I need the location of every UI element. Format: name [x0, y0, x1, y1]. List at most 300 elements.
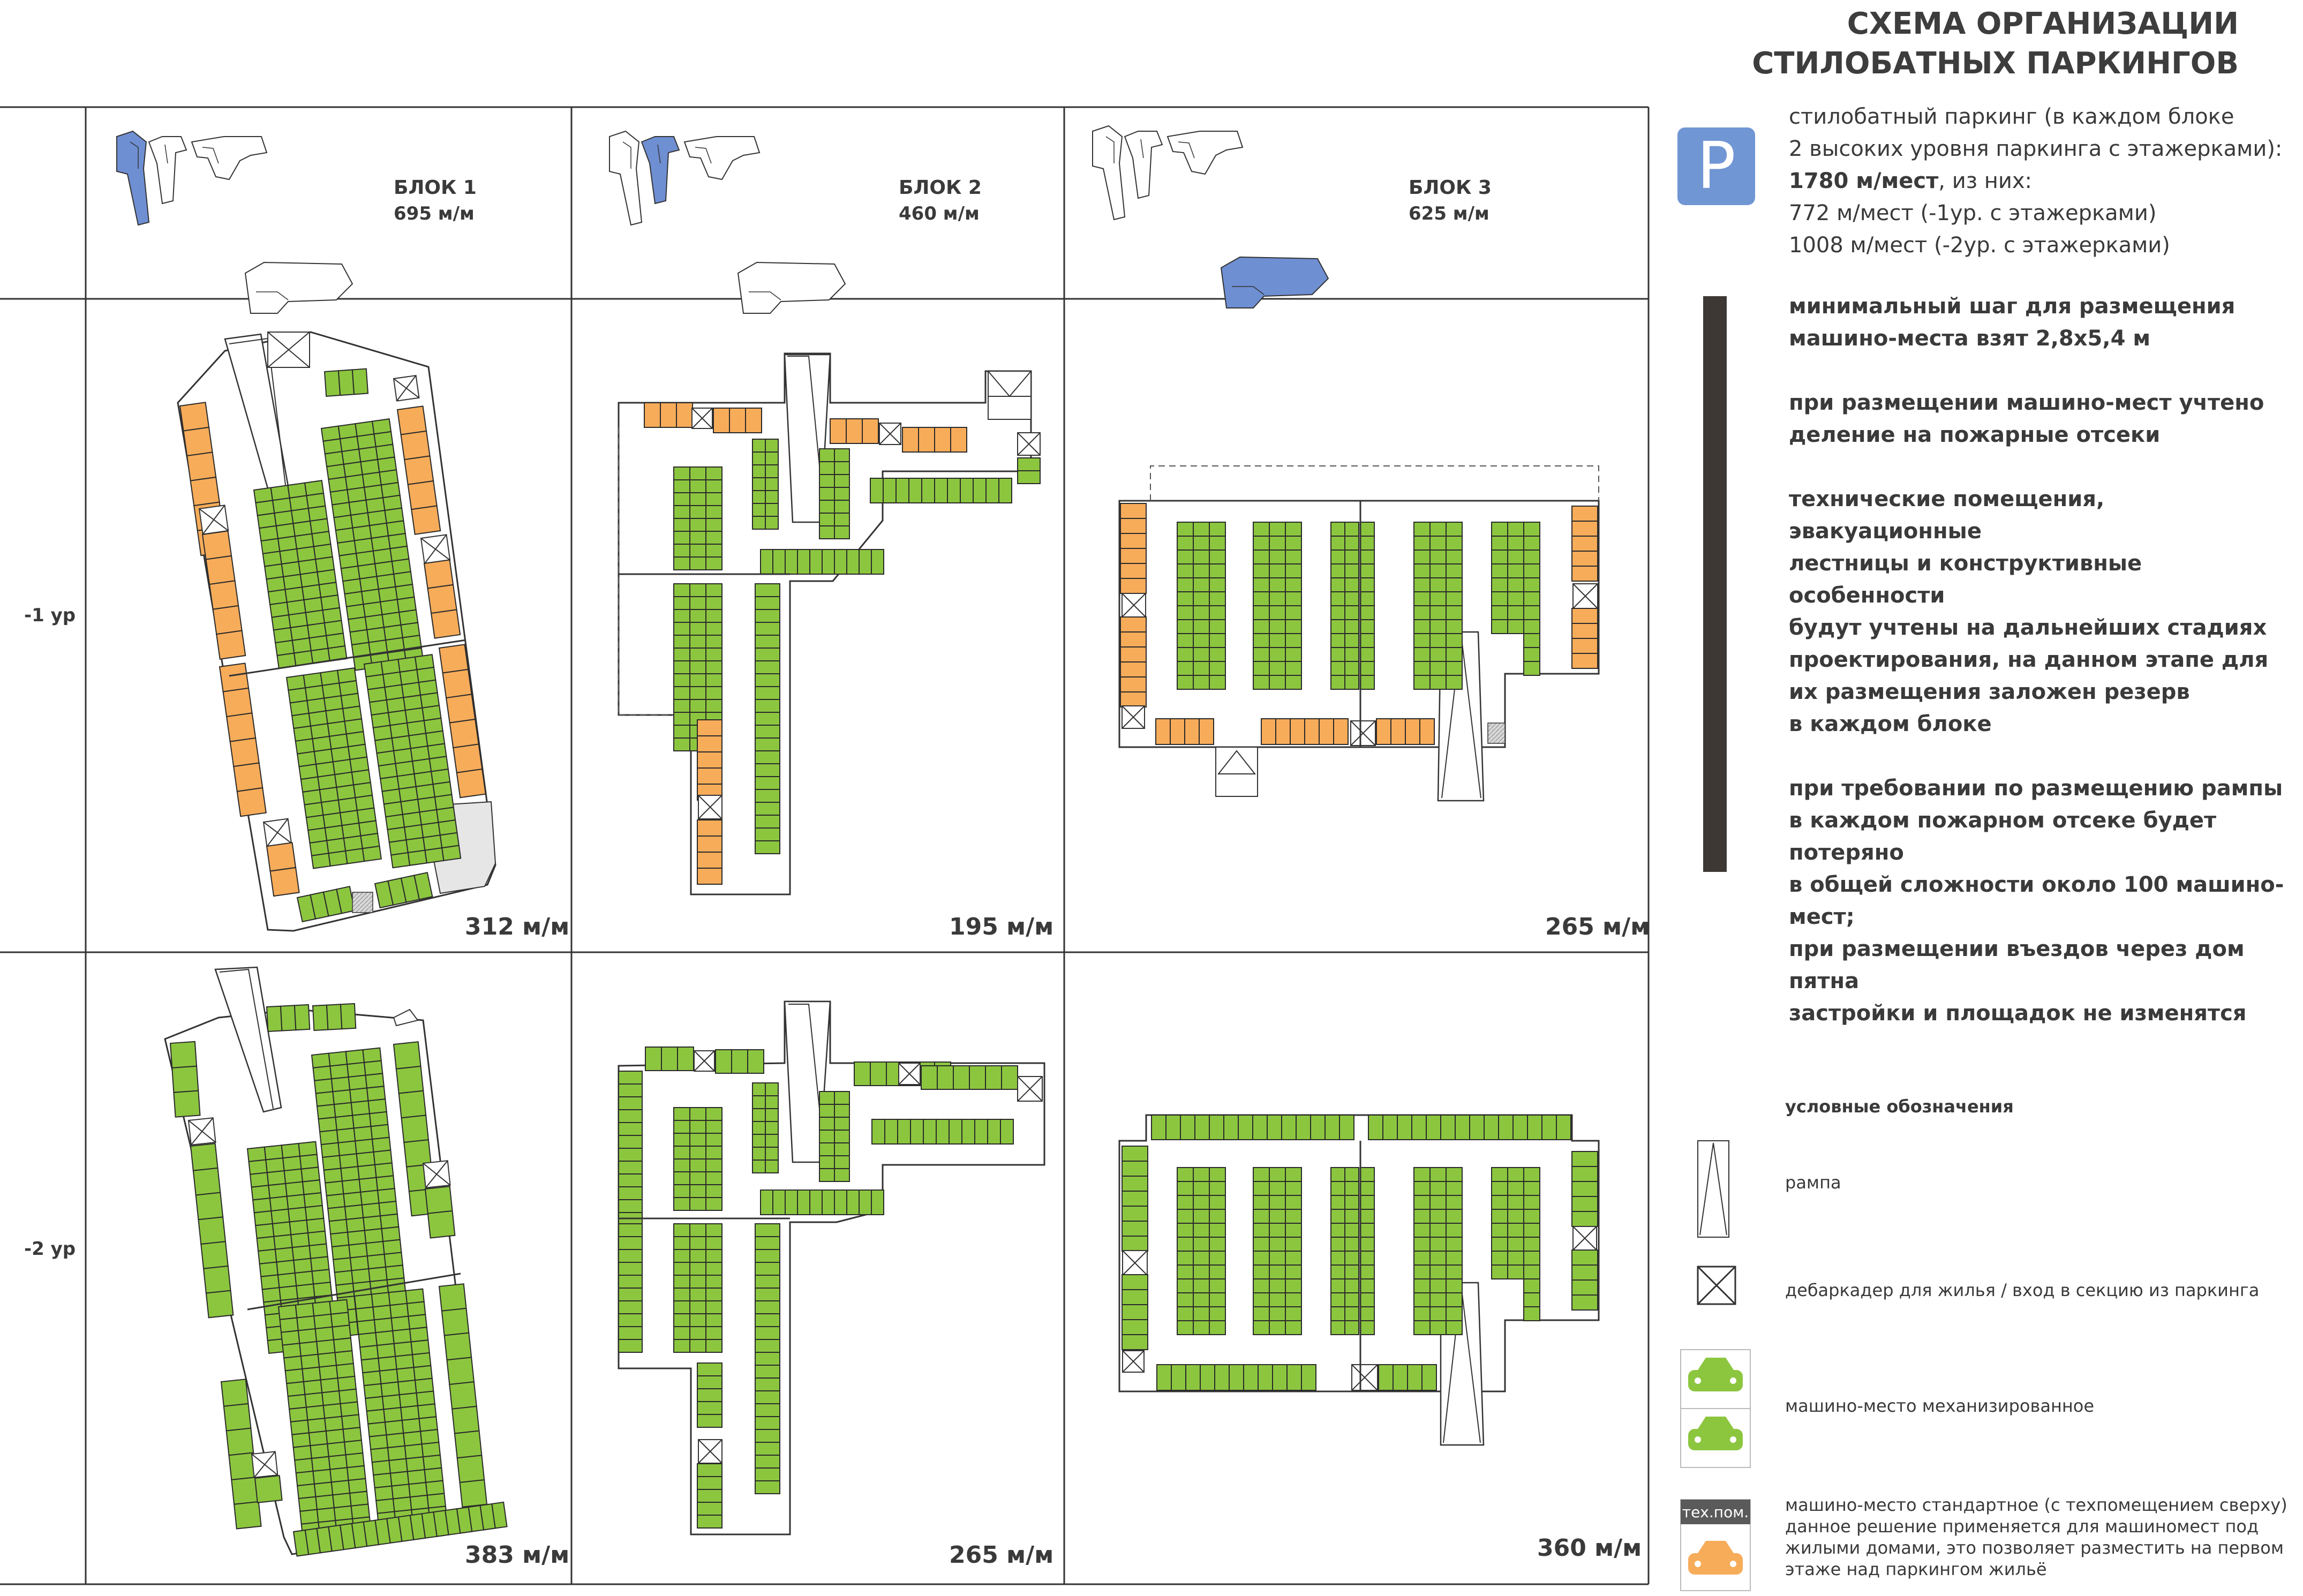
parking-space [283, 1156, 301, 1171]
parking-space [1441, 1115, 1455, 1140]
parking-space [674, 597, 690, 609]
orange-strip [1572, 506, 1598, 581]
parking-space [854, 1062, 870, 1086]
parking-space [1209, 1181, 1225, 1195]
green-strip [325, 369, 368, 396]
parking-space [765, 452, 778, 465]
parking-space [422, 1442, 440, 1457]
parking-space [1360, 592, 1374, 606]
parking-space [1193, 634, 1209, 648]
parking-space [405, 1444, 423, 1458]
parking-space [674, 1146, 690, 1159]
parking-space [1269, 1293, 1285, 1307]
parking-space [363, 1216, 381, 1230]
legend-ramp-label: рампа [1785, 1172, 1841, 1193]
parking-space [382, 1227, 400, 1241]
dock-icon [1573, 584, 1598, 608]
parking-space [1414, 1223, 1430, 1237]
parking-space [1430, 536, 1446, 550]
parking-space [690, 1339, 706, 1352]
parking-space [1542, 1115, 1556, 1140]
parking-space [690, 1224, 706, 1237]
parking-space [752, 1147, 765, 1160]
parking-space [755, 738, 780, 751]
parking-space [1269, 522, 1285, 536]
parking-space [1446, 522, 1462, 536]
parking-space [460, 1480, 487, 1507]
parking-space [1426, 1115, 1441, 1140]
parking-space [1209, 1115, 1224, 1140]
parking-space [1209, 1168, 1225, 1181]
parking-space [674, 622, 690, 635]
parking-space [268, 1184, 287, 1198]
parking-space [399, 1091, 426, 1118]
parking-space [752, 465, 765, 478]
parking-space [1492, 1223, 1508, 1237]
green-strip [619, 1224, 642, 1352]
parking-space [922, 478, 935, 503]
parking-space [1180, 1115, 1195, 1140]
orange-strip [713, 408, 762, 433]
parking-space [1430, 1195, 1446, 1209]
parking-space [191, 1143, 218, 1171]
parking-space [457, 1455, 485, 1482]
parking-space [249, 1160, 267, 1175]
parking-space [1253, 661, 1269, 675]
parking-space [285, 1182, 304, 1196]
parking-space [216, 630, 245, 659]
parking-space [378, 1188, 396, 1203]
parking-space [674, 518, 690, 531]
parking-space [354, 1126, 372, 1141]
parking-space [690, 1288, 706, 1301]
parking-space [1414, 1307, 1430, 1321]
parking-space [1195, 1115, 1209, 1140]
parking-space [919, 427, 935, 452]
parking-space [380, 1369, 398, 1384]
dock-icon [1122, 593, 1146, 617]
parking-space [386, 1265, 404, 1279]
parking-space [697, 820, 722, 836]
green-strip [1379, 1365, 1436, 1390]
parking-space [408, 850, 427, 865]
parking-space [439, 644, 468, 673]
parking-space [1238, 1115, 1253, 1140]
parking-space [706, 1198, 722, 1210]
parking-space [619, 1301, 642, 1314]
parking-space [1430, 1265, 1446, 1279]
parking-space [697, 768, 722, 784]
parking-space [1285, 1209, 1301, 1223]
parking-space [306, 1405, 325, 1420]
parking-space [1492, 1251, 1508, 1265]
parking-space [1177, 564, 1193, 578]
parking-space [1269, 620, 1285, 634]
parking-space [298, 1329, 317, 1343]
parking-space [834, 526, 849, 539]
parking-block [1177, 1168, 1225, 1335]
parking-space [1414, 578, 1430, 592]
parking-block [819, 449, 849, 539]
parking-space [1360, 1293, 1374, 1307]
parking-space [834, 1091, 849, 1104]
parking-space [304, 1193, 322, 1207]
parking-space [385, 1253, 403, 1267]
parking-space [1414, 620, 1430, 634]
parking-space [298, 1142, 317, 1156]
parking-space [204, 1266, 231, 1293]
parking-space [314, 1482, 333, 1496]
parking-space [755, 1378, 780, 1391]
parking-space [1209, 592, 1225, 606]
parking-space [1285, 1223, 1301, 1237]
parking-space [362, 1358, 380, 1373]
parking-space [312, 1269, 330, 1284]
parking-space [414, 1366, 432, 1380]
parking-space [1193, 522, 1209, 536]
parking-space [1572, 1181, 1598, 1196]
parking-space [1186, 1365, 1200, 1390]
parking-space [247, 1147, 266, 1162]
parking-space [309, 1431, 327, 1446]
parking-space [822, 549, 834, 574]
parking-space [411, 506, 440, 534]
parking-space [304, 1380, 322, 1395]
parking-space [373, 1305, 391, 1320]
parking-space [1253, 1307, 1269, 1321]
parking-space [706, 506, 722, 518]
parking-space [936, 1119, 949, 1144]
parking-space [1269, 1209, 1285, 1223]
parking-space [1193, 592, 1209, 606]
parking-space [1331, 578, 1345, 592]
parking-space [1345, 1265, 1359, 1279]
parking-space [1492, 1181, 1508, 1195]
hatched-room [1488, 723, 1505, 743]
parking-block [674, 467, 722, 570]
parking-space [706, 687, 722, 699]
parking-space [690, 506, 706, 518]
parking-space [706, 1314, 722, 1327]
parking-space [765, 439, 778, 452]
parking-space [765, 478, 778, 491]
green-strip [697, 1464, 722, 1528]
parking-space [755, 1275, 780, 1288]
parking-space [372, 1292, 390, 1307]
parking-space [1331, 1237, 1345, 1251]
parking-space [1209, 1279, 1225, 1293]
parking-space [1269, 1223, 1285, 1237]
parking-space [1285, 536, 1301, 550]
parking-space [1360, 606, 1374, 620]
orange-strip [397, 406, 440, 534]
parking-space [706, 1108, 722, 1120]
parking-space [834, 1143, 849, 1156]
parking-space [1446, 1168, 1462, 1181]
parking-space [350, 1492, 368, 1506]
parking-space [1360, 634, 1374, 648]
parking-space [697, 1515, 722, 1528]
parking-space [1253, 550, 1269, 564]
dock-icon [1122, 706, 1145, 728]
parking-space [1430, 634, 1446, 648]
parking-space [342, 1414, 360, 1429]
parking-space [785, 1190, 797, 1215]
parking-space [320, 1130, 338, 1145]
parking-space [1209, 564, 1225, 578]
parking-space [350, 1256, 368, 1270]
parking-space [1177, 620, 1193, 634]
parking-space [227, 1428, 254, 1456]
parking-space [690, 1275, 706, 1288]
ramp-icon [1698, 1141, 1729, 1237]
parking-space [363, 846, 381, 861]
parking-space [1430, 522, 1446, 536]
parking-space [674, 635, 690, 648]
parking-space [201, 1241, 228, 1269]
parking-space [1430, 1223, 1446, 1237]
parking-space [1193, 1168, 1209, 1181]
parking-space [1209, 634, 1225, 648]
parking-space [909, 478, 922, 503]
summary-line-1: стилобатный паркинг (в каждом блоке [1789, 104, 2234, 129]
parking-space [439, 1284, 466, 1311]
parking-block [1492, 522, 1540, 634]
parking-space [765, 1083, 778, 1096]
parking-space [410, 1495, 428, 1510]
parking-space [1492, 1168, 1508, 1181]
parking-space [1122, 1146, 1148, 1161]
parking-space [299, 1497, 317, 1511]
parking-space [280, 1318, 298, 1332]
parking-space [674, 480, 690, 493]
parking-space [1345, 550, 1359, 564]
parking-space [819, 487, 834, 500]
parking-space [285, 1369, 304, 1383]
key-plan-building [642, 137, 679, 204]
parking-space [191, 477, 220, 506]
note-3-line: их размещения заложен резерв [1789, 680, 2190, 704]
parking-space [706, 1133, 722, 1146]
parking-space [312, 853, 330, 868]
parking-space [1193, 675, 1209, 689]
parking-space [341, 1004, 356, 1029]
plan-b1-l1 [178, 332, 495, 931]
parking-space [883, 478, 896, 503]
parking-space [1269, 536, 1285, 550]
parking-space [1508, 1251, 1524, 1265]
parking-space [329, 1051, 347, 1066]
orange-strip [902, 427, 967, 452]
parking-space [921, 1066, 937, 1089]
parking-space [1122, 1191, 1148, 1206]
parking-space [425, 1468, 443, 1482]
parking-space [276, 1260, 295, 1275]
orange-strip [202, 531, 245, 659]
note-4-line: застройки и площадок не изменятся [1789, 1001, 2247, 1026]
orange-strip [1120, 503, 1146, 593]
parking-space [834, 1190, 847, 1215]
parking-space [360, 1191, 379, 1205]
dock-icon [421, 534, 450, 563]
parking-space [1177, 592, 1193, 606]
parking-space [297, 1484, 315, 1499]
parking-space [374, 1150, 392, 1165]
parking-space [428, 1211, 455, 1238]
parking-space [1492, 1209, 1508, 1223]
parking-space [765, 491, 778, 503]
parking-space [1508, 1223, 1524, 1237]
parking-space [336, 1364, 355, 1378]
parking-space [1508, 1209, 1524, 1223]
parking-space [674, 1224, 690, 1237]
parking-space [234, 1502, 261, 1529]
parking-space [206, 556, 235, 584]
parking-space [187, 452, 216, 480]
parking-space [674, 584, 690, 597]
parking-space [1414, 536, 1430, 550]
parking-space [337, 1128, 355, 1143]
legend-title: условные обозначения [1785, 1096, 2014, 1117]
parking-space [1345, 536, 1359, 550]
parking-space [346, 1050, 364, 1064]
parking-space [619, 1249, 642, 1262]
parking-space [755, 841, 780, 854]
parking-block [287, 668, 381, 868]
parking-space [1334, 719, 1348, 744]
parking-space [706, 1172, 722, 1185]
parking-space [402, 1419, 420, 1433]
green-strip [697, 1363, 722, 1427]
notes-divider-bar [1703, 296, 1727, 872]
floor-plans [165, 332, 1599, 1556]
parking-space [755, 725, 780, 738]
parking-space [1177, 606, 1193, 620]
parking-space [397, 1367, 415, 1382]
count-l2-b3: 360 м/м [1537, 1534, 1642, 1562]
parking-space [281, 1005, 296, 1030]
parking-space [323, 1404, 342, 1418]
parking-space [360, 1345, 378, 1360]
parking-space [1524, 536, 1540, 550]
parking-space [419, 1417, 438, 1431]
parking-space [374, 1318, 393, 1332]
parking-space [310, 1244, 328, 1259]
parking-space [619, 1288, 642, 1301]
parking-space [328, 1207, 346, 1221]
parking-space [284, 1169, 303, 1184]
parking-space [706, 1301, 722, 1314]
parking-space [1269, 675, 1285, 689]
parking-space [834, 549, 847, 574]
parking-space [1193, 1279, 1209, 1293]
parking-space [690, 1237, 706, 1249]
parking-space [343, 1427, 362, 1442]
parking-space [697, 868, 722, 884]
parking-space [357, 1152, 375, 1166]
parking-space [368, 1422, 386, 1436]
parking-space [1209, 1265, 1225, 1279]
key-plan-building [1093, 126, 1125, 220]
parking-space [706, 1339, 722, 1352]
parking-space [348, 1230, 366, 1245]
parking-space [325, 1417, 343, 1431]
parking-space [1393, 1365, 1408, 1390]
parking-space [847, 1190, 859, 1215]
parking-space [1122, 1320, 1148, 1335]
parking-space [810, 549, 822, 574]
green-strip [1122, 1146, 1148, 1251]
parking-space [202, 531, 231, 559]
parking-space [1253, 578, 1269, 592]
parking-space [1285, 1279, 1301, 1293]
parking-space [287, 1194, 305, 1209]
parking-space [1430, 675, 1446, 689]
parking-space [674, 1185, 690, 1198]
parking-space [985, 1066, 1002, 1089]
parking-space [819, 1156, 834, 1169]
parking-space [690, 493, 706, 506]
orange-strip [1120, 617, 1146, 707]
parking-space [619, 1339, 642, 1352]
plan-b3-l1 [1119, 466, 1599, 801]
parking-space [1199, 719, 1214, 744]
key-plan [609, 131, 845, 313]
parking-space [392, 1484, 410, 1499]
parking-space [347, 1466, 365, 1480]
summary-line-4: 772 м/мест (-1ур. с этажерками) [1789, 201, 2157, 225]
parking-space [819, 513, 834, 526]
parking-space [755, 1301, 780, 1314]
parking-space [697, 1502, 722, 1515]
parking-space [332, 1245, 350, 1260]
parking-space [255, 1475, 282, 1503]
parking-space [1430, 661, 1446, 675]
parking-space [960, 478, 973, 503]
parking-space [1120, 578, 1146, 593]
parking-space [1331, 606, 1345, 620]
note-1-line: машино-места взят 2,8х5,4 м [1789, 326, 2151, 351]
parking-space [267, 1171, 285, 1185]
parking-space [1120, 548, 1146, 563]
parking-space [706, 493, 722, 506]
parking-block [1524, 634, 1540, 675]
parking-space [697, 1389, 722, 1402]
parking-space [1446, 550, 1462, 564]
parking-space [1572, 1211, 1598, 1226]
parking-space [297, 1316, 315, 1330]
parking-space [453, 744, 482, 772]
parking-space [331, 1312, 349, 1327]
parking-space [1446, 1223, 1462, 1237]
parking-space [1331, 1251, 1345, 1265]
parking-space [1376, 719, 1391, 744]
parking-space [674, 544, 690, 557]
parking-space [902, 427, 919, 452]
parking-space [253, 1198, 271, 1213]
legend-icons [1676, 1130, 1762, 1596]
parking-space [834, 1130, 849, 1143]
parking-space [1345, 1237, 1359, 1251]
parking-space [1122, 1221, 1148, 1236]
parking-space [1414, 1293, 1430, 1307]
dock-icon [394, 1010, 418, 1026]
parking-space [674, 1327, 690, 1339]
parking-space [674, 1172, 690, 1185]
parking-space [408, 1314, 426, 1329]
parking-space [690, 467, 706, 480]
parking-space [1492, 1265, 1508, 1279]
